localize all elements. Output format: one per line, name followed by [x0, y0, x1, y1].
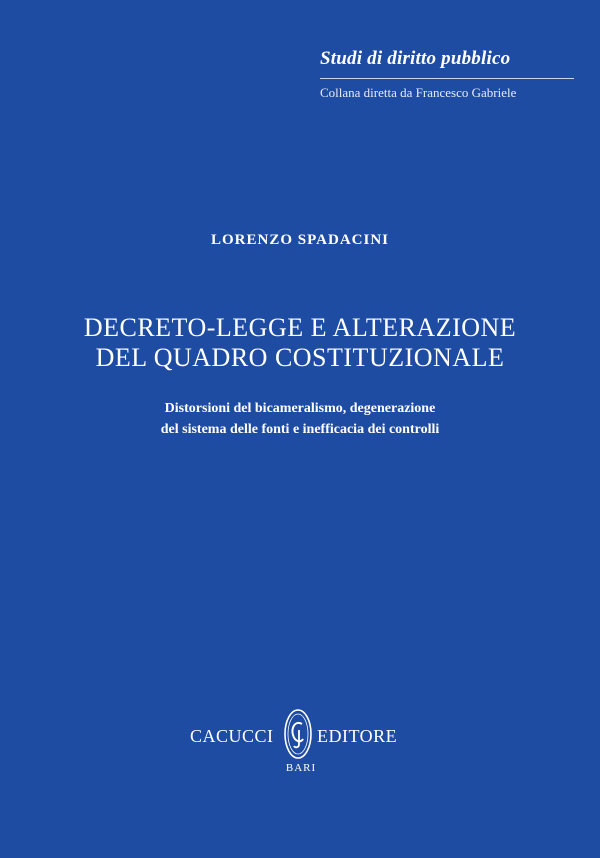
author-name: LORENZO SPADACINI — [211, 232, 389, 248]
publisher-logo — [190, 708, 412, 778]
series-title: Studi di diritto pubblico — [320, 48, 511, 69]
series-editor: Collana diretta da Francesco Gabriele — [320, 85, 517, 100]
book-subtitle — [0, 398, 600, 440]
series-divider — [320, 78, 574, 79]
publisher-name-left: CACUCCI — [190, 726, 274, 746]
publisher-city: BARI — [285, 762, 317, 774]
book-subtitle-line-1: Distorsioni del bicameralismo, degenerazione — [164, 401, 436, 416]
book-title-line-2: DEL QUADRO COSTITUZIONALE — [95, 343, 505, 372]
publisher-name-right: EDITORE — [317, 726, 398, 746]
book-title-line-1: DECRETO-LEGGE E ALTERAZIONE — [83, 313, 517, 342]
publisher-seal-icon — [283, 708, 313, 760]
series-block — [320, 48, 578, 101]
book-subtitle-line-2: del sistema delle fonti e inefficacia dei controlli — [160, 422, 440, 437]
book-title — [0, 313, 600, 373]
